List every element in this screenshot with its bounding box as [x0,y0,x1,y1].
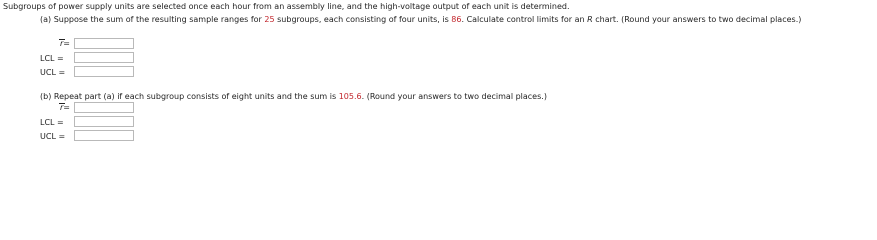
part-a-text-3: . Calculate control limits for an [461,15,588,24]
part-b-range-sum: 105.6 [338,92,362,101]
problem-intro: Subgroups of power supply units are selected once each hour from an assembly line, and the high-voltage output of each unit is determined. [3,2,570,11]
part-b-text-2: . (Round your answers to two decimal places.) [361,92,547,101]
part-a-text-1: (a) Suppose the sum of the resulting sample ranges for [40,15,265,24]
part-b-ucl-label: UCL = [40,132,66,141]
part-b-text-1: (b) Repeat part (a) if each subgroup consists of eight units and the sum is [40,92,339,101]
part-a-lcl-label: LCL = [40,54,64,63]
part-a-rbar-equals: = [63,39,70,48]
part-a-rbar-label-wrap [60,39,70,48]
part-b-prompt [40,92,872,101]
part-b-rbar-label-wrap [60,103,70,112]
part-a-lcl-input[interactable] [74,52,134,63]
part-b-rbar-equals: = [63,103,70,112]
part-a-ucl-label: UCL = [40,68,66,77]
part-a-rbar-input[interactable] [74,38,134,49]
part-a-text-2: subgroups, each consisting of four units, is [274,15,452,24]
part-a-text-4: chart. (Round your answers to two decimal places.) [592,15,802,24]
part-a-chart-letter: R [587,15,593,24]
part-b-ucl-input[interactable] [74,130,134,141]
part-b-lcl-label: LCL = [40,118,64,127]
part-b-rbar-input[interactable] [74,102,134,113]
part-b-lcl-input[interactable] [74,116,134,127]
part-a-rbar-symbol: r [60,39,64,48]
part-b-rbar-symbol: r [60,103,64,112]
part-a-range-sum: 86 [451,15,462,24]
part-a-subgroup-count: 25 [264,15,275,24]
part-a-ucl-input[interactable] [74,66,134,77]
part-a-prompt [40,15,872,24]
